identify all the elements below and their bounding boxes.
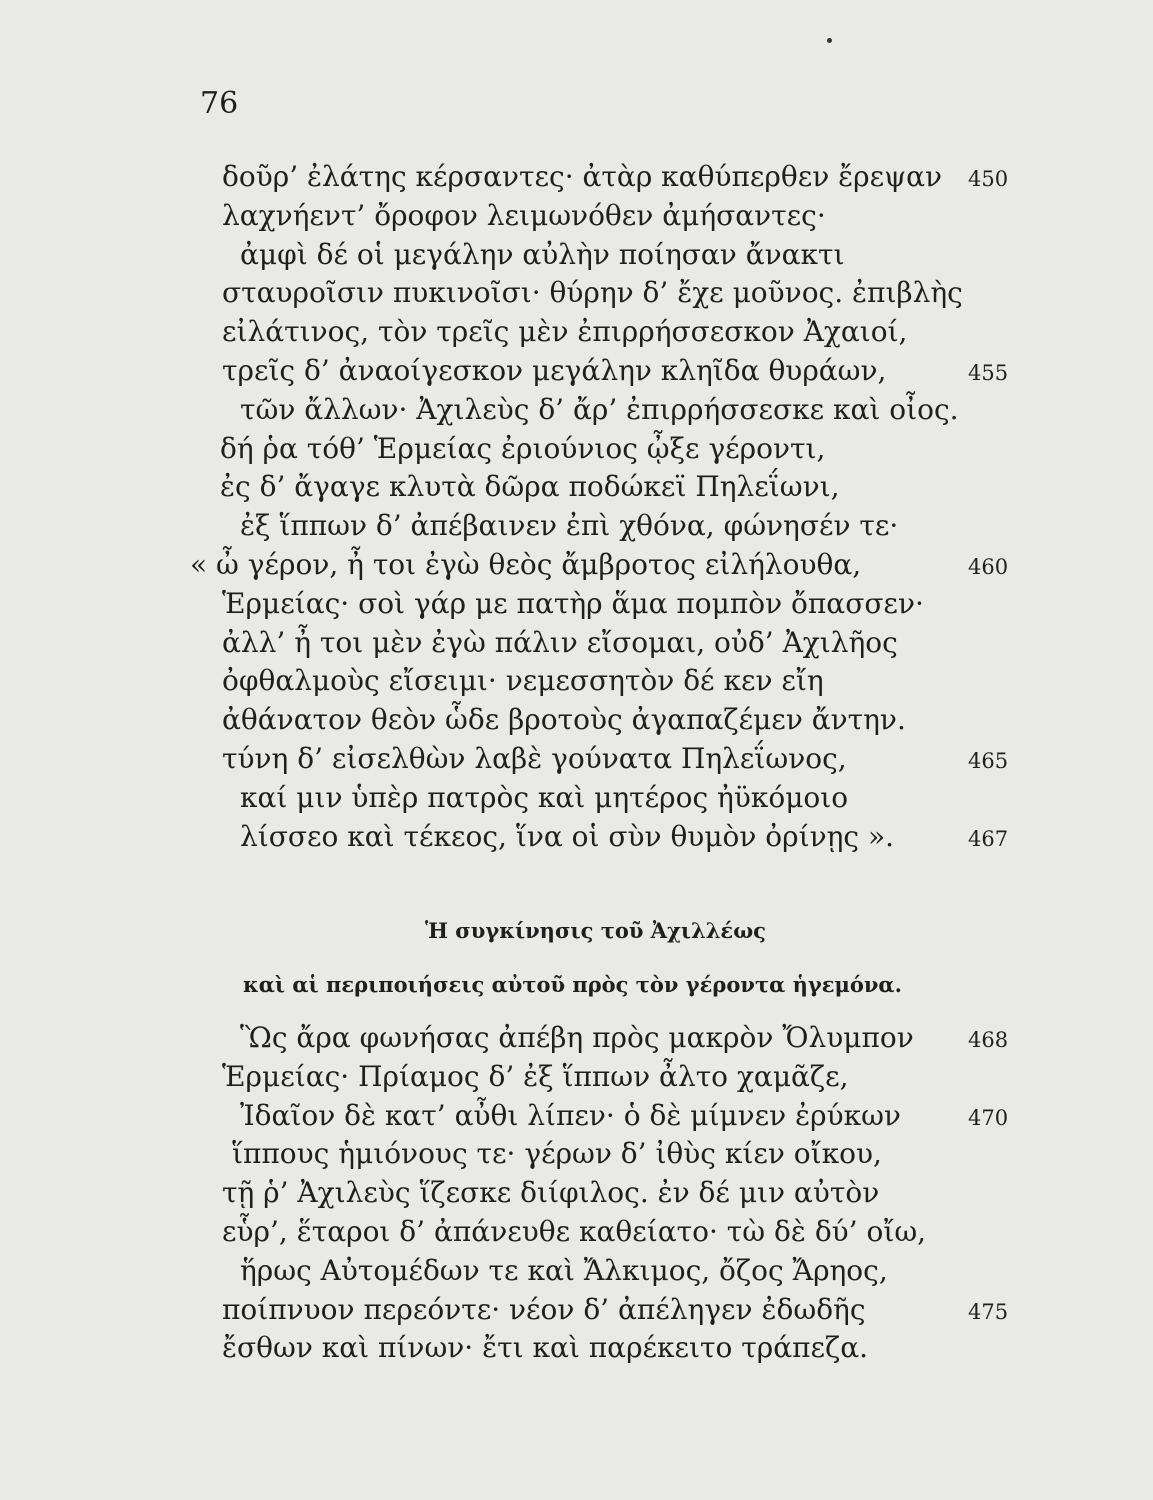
verse-line <box>0 1328 1153 1368</box>
verse-text: ἐξ ἵππων δ’ ἀπέβαινεν ἐπὶ χθόνα, φώνησέν τε· <box>240 509 899 543</box>
verse-line <box>0 506 1153 546</box>
verse-line <box>0 545 1153 585</box>
section-heading-line-2: καὶ αἱ περιποιήσεις αὐτοῦ πρὸς τὸν γέροντα ἡγεμόνα. <box>243 972 902 997</box>
line-number: 455 <box>968 361 1009 385</box>
line-number: 465 <box>968 749 1009 773</box>
verse-line <box>0 1096 1153 1136</box>
verse-line <box>0 467 1153 507</box>
verse-text: ποίπνυον περεόντε· νέον δ’ ἀπέληγεν ἐδωδῆς <box>222 1292 866 1326</box>
verse-line <box>0 1018 1153 1058</box>
verse-line <box>0 1057 1153 1097</box>
verse-line <box>0 429 1153 469</box>
verse-line <box>0 739 1153 779</box>
line-number: 468 <box>968 1028 1009 1052</box>
verse-text: τῶν ἄλλων· Ἀχιλεὺς δ’ ἄρ’ ἐπιρρήσσεσκε καὶ οἶος. <box>240 392 959 426</box>
line-number: 475 <box>968 1299 1009 1324</box>
verse-line <box>0 1290 1153 1330</box>
verse-line <box>0 390 1153 430</box>
verse-text: δοῦρ’ ἐλάτης κέρσαντες· ἀτὰρ καθύπερθεν ἔρεψαν <box>222 160 943 193</box>
verse-text: τύνη δ’ εἰσελθὼν λαβὲ γούνατα Πηλεΐωνος, <box>222 742 847 775</box>
verse-text: ἐς δ’ ἄγαγε κλυτὰ δῶρα ποδώκεϊ Πηλεΐωνι, <box>220 470 840 504</box>
page-number: 76 <box>200 86 239 121</box>
verse-line <box>0 157 1153 197</box>
verse-text: τῇ ῥ’ Ἀχιλεὺς ἵζεσκε διίφιλος. ἐν δέ μιν αὐτὸν <box>222 1176 880 1210</box>
verse-text: ἀμφὶ δέ οἱ μεγάλην αὐλὴν ποίησαν ἄνακτι <box>240 237 845 271</box>
verse-text: Ἑρμείας· Πρίαμος δ’ ἐξ ἵππων ἆλτο χαμᾶζε, <box>222 1059 849 1093</box>
verse-line <box>0 661 1153 701</box>
verse-text: ἵππους ἡμιόνους τε· γέρων δ’ ἰθὺς κίεν οἴκου, <box>232 1137 882 1171</box>
verse-text: Ἑρμείας· σοὶ γάρ με πατὴρ ἅμα πομπὸν ὄπασσεν· <box>222 586 924 620</box>
verse-line <box>0 273 1153 313</box>
line-number: 467 <box>968 826 1009 851</box>
verse-line <box>0 700 1153 740</box>
verse-line <box>0 196 1153 236</box>
line-number: 470 <box>968 1105 1009 1130</box>
verse-text: λαχνήεντ’ ὄροφον λειμωνόθεν ἀμήσαντες· <box>222 198 826 232</box>
verse-text: ἔσθων καὶ πίνων· ἔτι καὶ παρέκειτο τράπεζα. <box>222 1331 869 1365</box>
verse-text: ἀθάνατον θεὸν ὧδε βροτοὺς ἀγαπαζέμεν ἄντην. <box>222 703 906 737</box>
verse-text: ὀφθαλμοὺς εἴσειμι· νεμεσσητὸν δέ κεν εἴη <box>222 664 824 698</box>
verse-text: εὗρ’, ἕταροι δ’ ἀπάνευθε καθείατο· τὼ δὲ δύ’ οἴω, <box>222 1215 927 1248</box>
verse-text: σταυροῖσιν πυκινοῖσι· θύρην δ’ ἔχε μοῦνος. ἐπιβλὴς <box>222 276 963 310</box>
verse-text: λίσσεο καὶ τέκεος, ἵνα οἱ σὺν θυμὸν ὀρίνῃς ». <box>240 819 895 853</box>
verse-line <box>0 1212 1153 1252</box>
verse-line <box>0 1173 1153 1213</box>
verse-text: δή ῥα τόθ’ Ἑρμείας ἐριούνιος ᾦξε γέροντι, <box>220 431 826 465</box>
speck-mark <box>827 38 832 43</box>
verse-text: ἥρως Αὐτομέδων τε καὶ Ἄλκιμος, ὄζος Ἄρηος, <box>240 1253 888 1287</box>
verse-line <box>0 623 1153 663</box>
verse-text: εἰλάτινος, τὸν τρεῖς μὲν ἐπιρρήσσεσκον Ἀχαιοί, <box>222 315 908 349</box>
section-heading-line-1: Ἡ συγκίνησις τοῦ Ἀχιλλέως <box>425 918 766 943</box>
verse-line <box>0 235 1153 275</box>
verse-line <box>0 778 1153 818</box>
verse-text: ἀλλ’ ἦ τοι μὲν ἐγὼ πάλιν εἴσομαι, οὐδ’ Ἀχιλῆος <box>222 625 898 659</box>
line-number: 460 <box>968 555 1009 579</box>
verse-line <box>0 351 1153 391</box>
verse-text: Ἰδαῖον δὲ κατ’ αὖθι λίπεν· ὁ δὲ μίμνεν ἐρύκων <box>240 1098 901 1132</box>
verse-line <box>0 312 1153 352</box>
verse-line <box>0 584 1153 624</box>
verse-line <box>0 1251 1153 1291</box>
verse-line <box>0 1134 1153 1174</box>
verse-text: τρεῖς δ’ ἀναοίγεσκον μεγάλην κληῖδα θυράων, <box>222 354 887 387</box>
verse-text: καί μιν ὑπὲρ πατρὸς καὶ μητέρος ἠϋκόμοιο <box>240 780 849 814</box>
verse-line <box>0 817 1153 857</box>
verse-text: Ὣς ἄρα φωνήσας ἀπέβη πρὸς μακρὸν Ὄλυμπον <box>240 1021 914 1054</box>
line-number: 450 <box>968 167 1009 191</box>
verse-text: « ὦ γέρον, ἦ τοι ἐγὼ θεὸς ἄμβροτος εἰλήλουθα, <box>190 548 862 581</box>
